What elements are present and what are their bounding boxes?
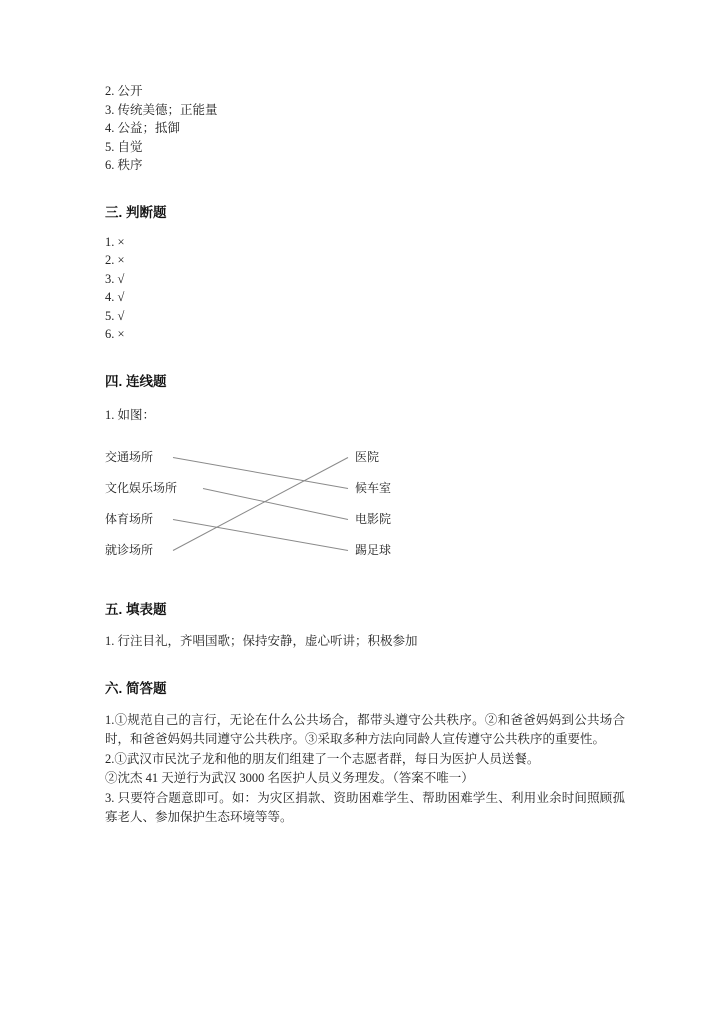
matching-left-item[interactable]: 文化娱乐场所: [105, 480, 178, 495]
matching-right-item[interactable]: 踢足球: [355, 542, 392, 557]
true-false-item: 6. ×: [105, 327, 125, 341]
short-answer-paragraph: 1.①规范自己的言行，无论在什么公共场合，都带头遵守公共秩序。②和爸爸妈妈到公共场合时，和爸爸妈妈共同遵守公共秩序。③采取多种方法向同龄人宣传遵守公共秩序的重要性。: [105, 712, 625, 746]
document-content: [105, 82, 625, 828]
matching-left-item[interactable]: 交通场所: [105, 449, 154, 464]
short-answer-paragraph: 2.①武汉市民沈子龙和他的朋友们组建了一个志愿者群，每日为医护人员送餐。: [105, 751, 540, 766]
section-heading-table-fill: 五. 填表题: [105, 601, 167, 617]
table-fill-item: 1. 行注目礼，齐唱国歌；保持安静，虚心听讲；积极参加: [105, 633, 418, 648]
true-false-list: [105, 233, 625, 344]
fill-answer-item: 3. 传统美德；正能量: [105, 102, 218, 117]
short-answer-paragraph: 3. 只要符合题意即可。如：为灾区捐款、资助困难学生、帮助困难学生、利用业余时间照顾孤寡老人、参加保护生态环境等等。: [105, 790, 625, 824]
short-answer-paragraph: ②沈杰 41 天逆行为武汉 3000 名医护人员义务理发。（答案不唯一）: [105, 771, 474, 785]
true-false-item: 2. ×: [105, 253, 125, 267]
matching-right-column: [355, 442, 475, 566]
true-false-item: 3. √: [105, 271, 125, 286]
fill-answer-item: 5. 自觉: [105, 139, 143, 154]
true-false-item: 4. √: [105, 290, 125, 304]
matching-right-item[interactable]: 医院: [355, 449, 380, 464]
matching-left-item[interactable]: 就诊场所: [105, 542, 154, 557]
fill-answer-item: 6. 秩序: [105, 158, 143, 172]
matching-left-item[interactable]: 体育场所: [105, 511, 154, 526]
section-heading-matching: 四. 连线题: [105, 373, 167, 389]
section-heading-short-answer: 六. 简答题: [105, 680, 167, 696]
matching-right-item[interactable]: 电影院: [355, 511, 392, 526]
fill-answers-list: [105, 82, 625, 175]
matching-right-item[interactable]: 候车室: [355, 480, 392, 495]
fill-answer-item: 4. 公益；抵御: [105, 121, 181, 135]
true-false-item: 5. √: [105, 308, 125, 323]
short-answer-list: [105, 711, 625, 828]
section-heading-true-false: 三. 判断题: [105, 204, 167, 220]
fill-answer-item: 2. 公开: [105, 84, 143, 98]
true-false-item: 1. ×: [105, 234, 125, 249]
matching-diagram: [105, 442, 625, 572]
matching-prompt: 1. 如图：: [105, 407, 156, 422]
matching-left-column: [105, 442, 225, 566]
